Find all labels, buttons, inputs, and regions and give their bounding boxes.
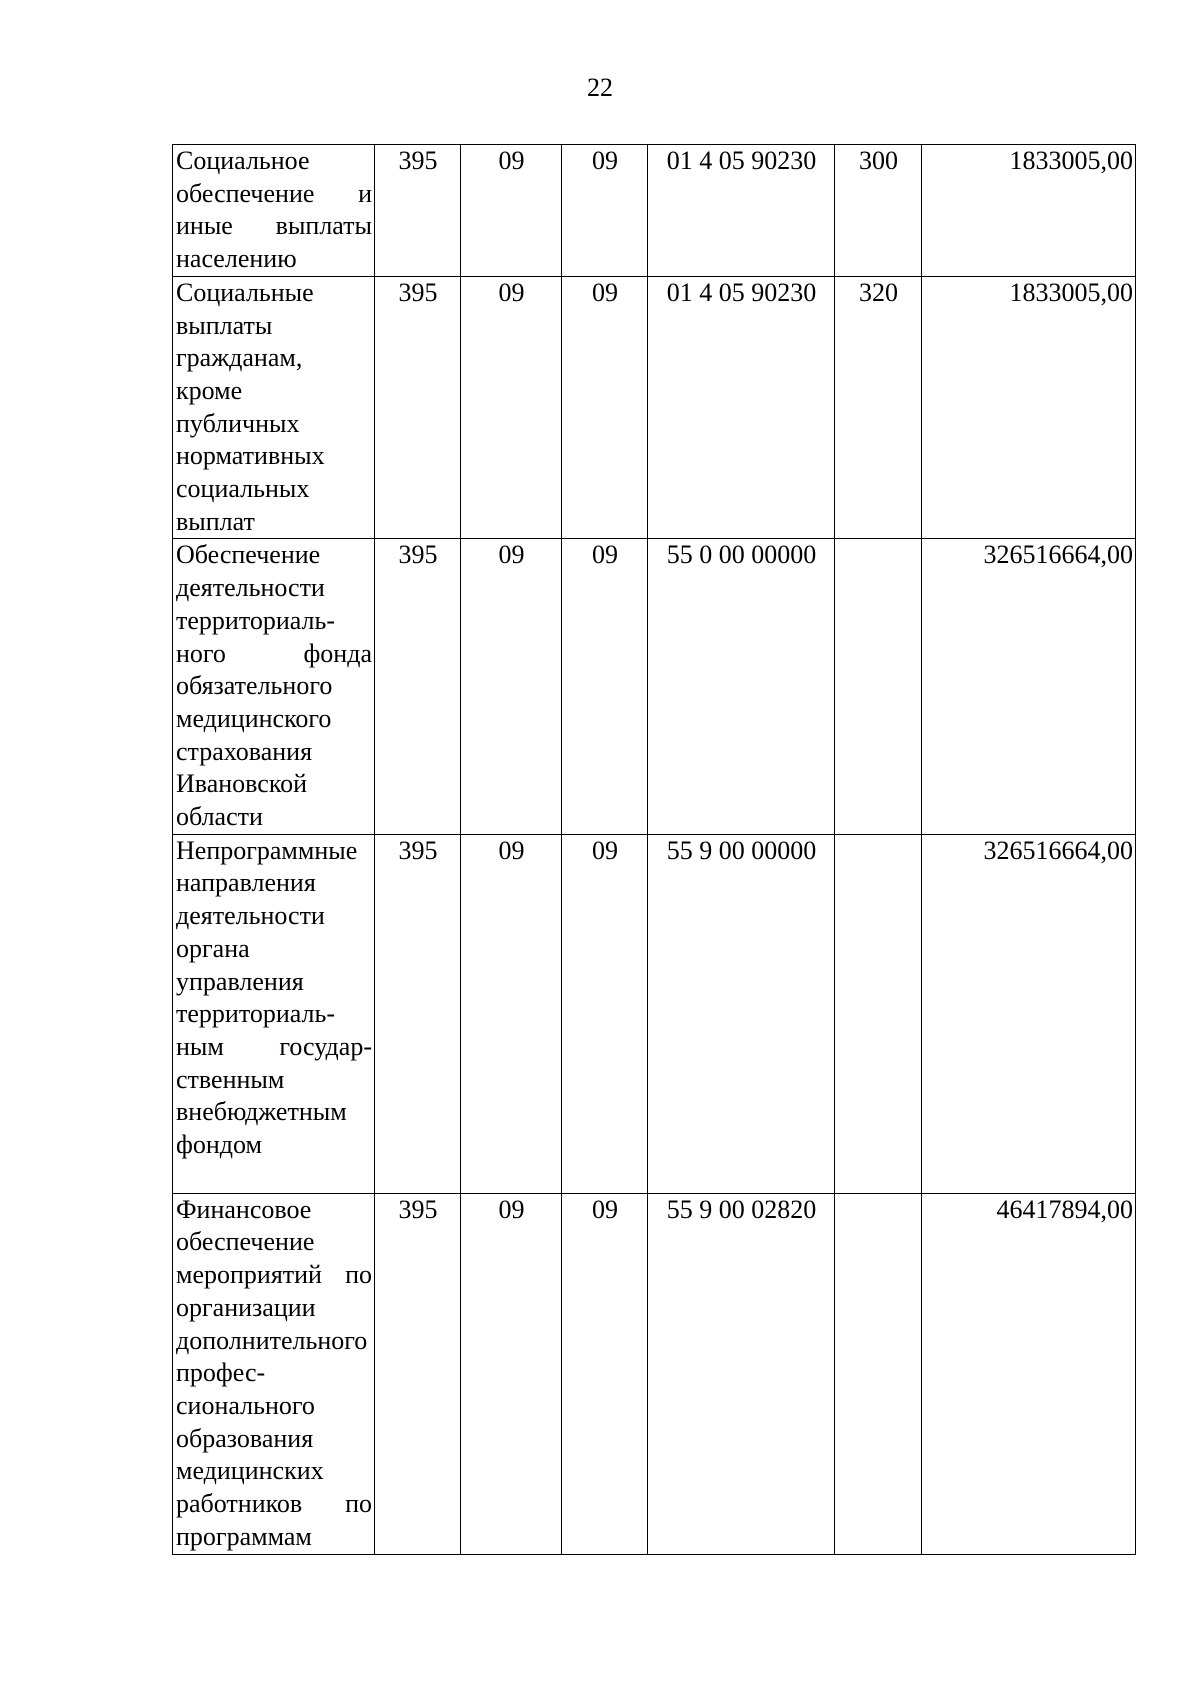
table-row: [173, 145, 1136, 277]
row-name: Социальное обеспечение и иные выплаты населению: [173, 145, 375, 277]
section-code: 09: [461, 145, 562, 277]
expense-type-code: [835, 1193, 922, 1554]
expense-type-code: 300: [835, 145, 922, 277]
amount-value: 326516664,00: [922, 539, 1136, 834]
table-row: [173, 539, 1136, 834]
amount-value: 1833005,00: [922, 145, 1136, 277]
table-row: [173, 276, 1136, 539]
grbs-code: 395: [375, 276, 461, 539]
expense-type-code: [835, 539, 922, 834]
amount-value: 1833005,00: [922, 276, 1136, 539]
grbs-code: 395: [375, 539, 461, 834]
row-name: Финансовое обеспечение мероприятий по организации дополнительного профессионального образования медицинских работников по программам: [173, 1193, 375, 1554]
row-name: Непрограммные направления деятельности органа управления территориальным государственным внебюджетным фондом: [173, 834, 375, 1193]
table-row: [173, 834, 1136, 1193]
subsection-code: 09: [562, 834, 648, 1193]
target-article-code: 01 4 05 90230: [648, 276, 835, 539]
amount-value: 326516664,00: [922, 834, 1136, 1193]
target-article-code: 01 4 05 90230: [648, 145, 835, 277]
row-name: Социальные выплаты гражданам, кроме публичных нормативных социальных выплат: [173, 276, 375, 539]
expense-type-code: 320: [835, 276, 922, 539]
row-name: Обеспечение деятельности территориального фонда обязательного медицинского страхования Ивановской области: [173, 539, 375, 834]
table-row: [173, 1193, 1136, 1554]
section-code: 09: [461, 1193, 562, 1554]
subsection-code: 09: [562, 145, 648, 277]
subsection-code: 09: [562, 539, 648, 834]
budget-table: [172, 144, 1136, 1555]
subsection-code: 09: [562, 1193, 648, 1554]
section-code: 09: [461, 834, 562, 1193]
section-code: 09: [461, 539, 562, 834]
target-article-code: 55 9 00 00000: [648, 834, 835, 1193]
subsection-code: 09: [562, 276, 648, 539]
grbs-code: 395: [375, 145, 461, 277]
page-number: 22: [587, 73, 613, 102]
amount-value: 46417894,00: [922, 1193, 1136, 1554]
grbs-code: 395: [375, 1193, 461, 1554]
expense-type-code: [835, 834, 922, 1193]
section-code: 09: [461, 276, 562, 539]
target-article-code: 55 9 00 02820: [648, 1193, 835, 1554]
grbs-code: 395: [375, 834, 461, 1193]
target-article-code: 55 0 00 00000: [648, 539, 835, 834]
